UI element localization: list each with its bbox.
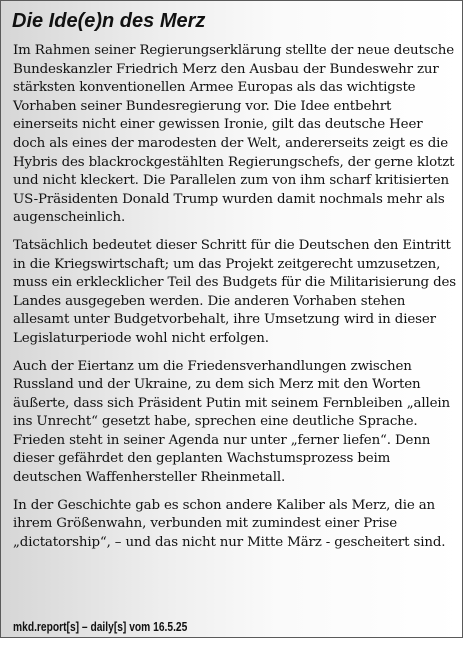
article-body	[13, 42, 458, 561]
article-title: Die Ide(e)n des Merz	[12, 10, 206, 32]
article-paragraph-3: Auch der Eiertanz um die Friedensverhandlungen zwischen Russland und der Ukraine, zu dem sich Merz mit den Worten äußerte, dass sich Präsident Putin mit seinem Fernbleiben „allein ins Unrecht“ gesetzt habe, sprechen eine deutliche Sprache. Frieden steht in seiner Agenda nur unter „ferner liefen“. Denn dieser gefährdet den geplanten Wachstumsprozess beim deutschen Waffenhersteller Rheinmetall.	[13, 358, 450, 486]
article-paragraph-2: Tatsächlich bedeutet dieser Schritt für die Deutschen den Eintritt in die Kriegswirtschaft; um das Projekt zeitgerecht umzusetzen, muss ein erklecklicher Teil des Budgets für die Militarisierung des Landes ausgegeben werden. Die anderen Vorhaben stehen allesamt unter Budgetvorbehalt, ihre Umsetzung wird in dieser Legislaturperiode wohl nicht erfolgen.	[13, 237, 457, 346]
article-paragraph-1: Im Rahmen seiner Regierungserklärung stellte der neue deutsche Bundeskanzler Friedrich Merz den Ausbau der Bundeswehr zur stärksten konventionellen Armee Europas als das wichtigste Vorhaben seiner Bundesregierung vor. Die Idee entbehrt einerseits nicht einer gewissen Ironie, gilt das deutsche Heer doch als eines der marodesten der Welt, andererseits zeigt es die Hybris des blackrockgestählten Regierungschefs, der gerne klotzt und nicht kleckert. Die Parallelen zum von ihm scharf kritisierten US-Präsidenten Donald Trump wurden damit nochmals mehr als augenscheinlich.	[13, 43, 455, 226]
article-source-footer: mkd.report[s] – daily[s] vom 16.5.25	[13, 620, 188, 634]
article-paragraph-4: In der Geschichte gab es schon andere Kaliber als Merz, die an ihrem Größenwahn, verbunden mit zumindest einer Prise „dictatorship“, – und das nicht nur Mitte März - gescheitert sind.	[13, 497, 446, 550]
